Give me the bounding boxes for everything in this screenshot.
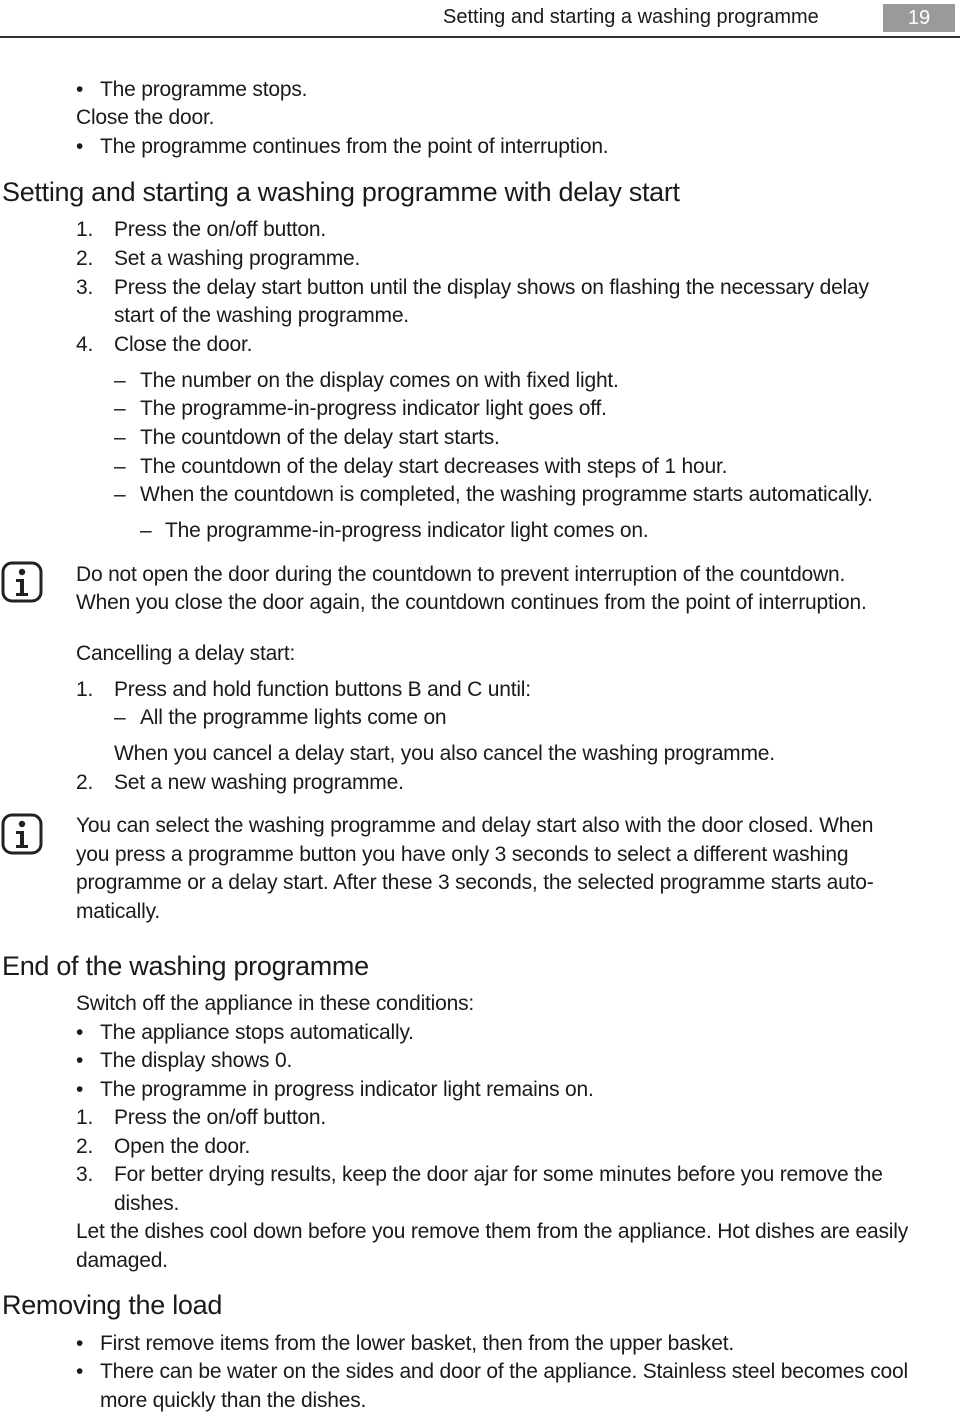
end-cool-line-2: damaged. xyxy=(76,1249,168,1272)
end-bullet-1: The appliance stops automatically. xyxy=(100,1021,414,1044)
step-number: 1. xyxy=(76,218,94,241)
bullet-marker: • xyxy=(76,1021,84,1044)
dash-marker: – xyxy=(114,455,126,478)
delay-step-4: Close the door. xyxy=(114,333,253,356)
step-number: 2. xyxy=(76,771,94,794)
step-number: 4. xyxy=(76,333,94,356)
delay-detail-2: The programme-in-progress indicator light goes off. xyxy=(140,397,607,420)
end-step-1: Press the on/off button. xyxy=(114,1106,326,1129)
step-number: 2. xyxy=(76,247,94,270)
step-number: 2. xyxy=(76,1135,94,1158)
cancel-step-1: Press and hold function buttons B and C until: xyxy=(114,678,531,701)
remove-bullet-1: First remove items from the lower basket, then from the upper basket. xyxy=(100,1332,734,1355)
note-door-closed-line-2: you press a programme button you have only 3 seconds to select a different washing xyxy=(76,843,849,866)
note-countdown-line-1: Do not open the door during the countdown to prevent interruption of the countdown. xyxy=(76,563,846,586)
intro-line: Close the door. xyxy=(76,106,215,129)
intro-bullet-1: The programme stops. xyxy=(100,78,308,101)
end-step-3-cont: dishes. xyxy=(114,1192,180,1215)
bullet-marker: • xyxy=(76,1360,84,1383)
cancel-step-1-detail: All the programme lights come on xyxy=(140,706,447,729)
running-header: Setting and starting a washing programme xyxy=(443,6,819,28)
dash-marker: – xyxy=(114,706,126,729)
info-icon xyxy=(0,560,44,604)
bullet-marker: • xyxy=(76,1332,84,1355)
remove-bullet-2: There can be water on the sides and door of the appliance. Stainless steel becomes cool xyxy=(100,1360,908,1383)
step-number: 3. xyxy=(76,1163,94,1186)
delay-detail-5: When the countdown is completed, the washing programme starts automatically. xyxy=(140,483,873,506)
note-door-closed-line-1: You can select the washing programme and delay start also with the door closed. When xyxy=(76,814,874,837)
delay-detail-4: The countdown of the delay start decreases with steps of 1 hour. xyxy=(140,455,728,478)
end-bullet-3: The programme in progress indicator light remains on. xyxy=(100,1078,594,1101)
cancel-title: Cancelling a delay start: xyxy=(76,642,296,665)
section-heading-removing: Removing the load xyxy=(2,1290,223,1320)
dash-marker: – xyxy=(114,397,126,420)
delay-step-2: Set a washing programme. xyxy=(114,247,361,270)
step-number: 1. xyxy=(76,678,94,701)
section-heading-end: End of the washing programme xyxy=(2,951,369,981)
step-number: 3. xyxy=(76,276,94,299)
section-heading-delay-start: Setting and starting a washing programme with delay start xyxy=(2,177,680,207)
note-door-closed-line-4: matically. xyxy=(76,900,160,923)
remove-bullet-2-cont: more quickly than the dishes. xyxy=(100,1389,367,1412)
cancel-step-1-note: When you cancel a delay start, you also cancel the washing programme. xyxy=(114,742,775,765)
delay-step-3-cont: start of the washing programme. xyxy=(114,304,409,327)
end-cool-line-1: Let the dishes cool down before you remove them from the appliance. Hot dishes are easily xyxy=(76,1220,909,1243)
header-rule xyxy=(0,36,960,38)
step-number: 1. xyxy=(76,1106,94,1129)
dash-marker: – xyxy=(114,483,126,506)
bullet-marker: • xyxy=(76,1078,84,1101)
delay-detail-6: The programme-in-progress indicator light comes on. xyxy=(165,519,649,542)
dash-marker: – xyxy=(114,426,126,449)
dash-marker: – xyxy=(114,369,126,392)
note-countdown-line-2: When you close the door again, the countdown continues from the point of interruption. xyxy=(76,591,867,614)
end-bullet-2: The display shows 0. xyxy=(100,1049,293,1072)
cancel-step-2: Set a new washing programme. xyxy=(114,771,404,794)
end-step-2: Open the door. xyxy=(114,1135,251,1158)
info-icon xyxy=(0,812,44,856)
intro-bullet-2: The programme continues from the point of interruption. xyxy=(100,135,609,158)
delay-detail-1: The number on the display comes on with fixed light. xyxy=(140,369,619,392)
delay-step-1: Press the on/off button. xyxy=(114,218,326,241)
delay-detail-3: The countdown of the delay start starts. xyxy=(140,426,500,449)
delay-step-3: Press the delay start button until the display shows on flashing the necessary delay xyxy=(114,276,869,299)
bullet-marker: • xyxy=(76,1049,84,1072)
page-number: 19 xyxy=(883,4,955,32)
dash-marker: – xyxy=(140,519,152,542)
end-step-3: For better drying results, keep the door ajar for some minutes before you remove the xyxy=(114,1163,883,1186)
bullet-marker: • xyxy=(76,78,84,101)
note-door-closed-line-3: programme or a delay start. After these 3 seconds, the selected programme starts auto- xyxy=(76,871,874,894)
end-lead: Switch off the appliance in these conditions: xyxy=(76,992,475,1015)
bullet-marker: • xyxy=(76,135,84,158)
